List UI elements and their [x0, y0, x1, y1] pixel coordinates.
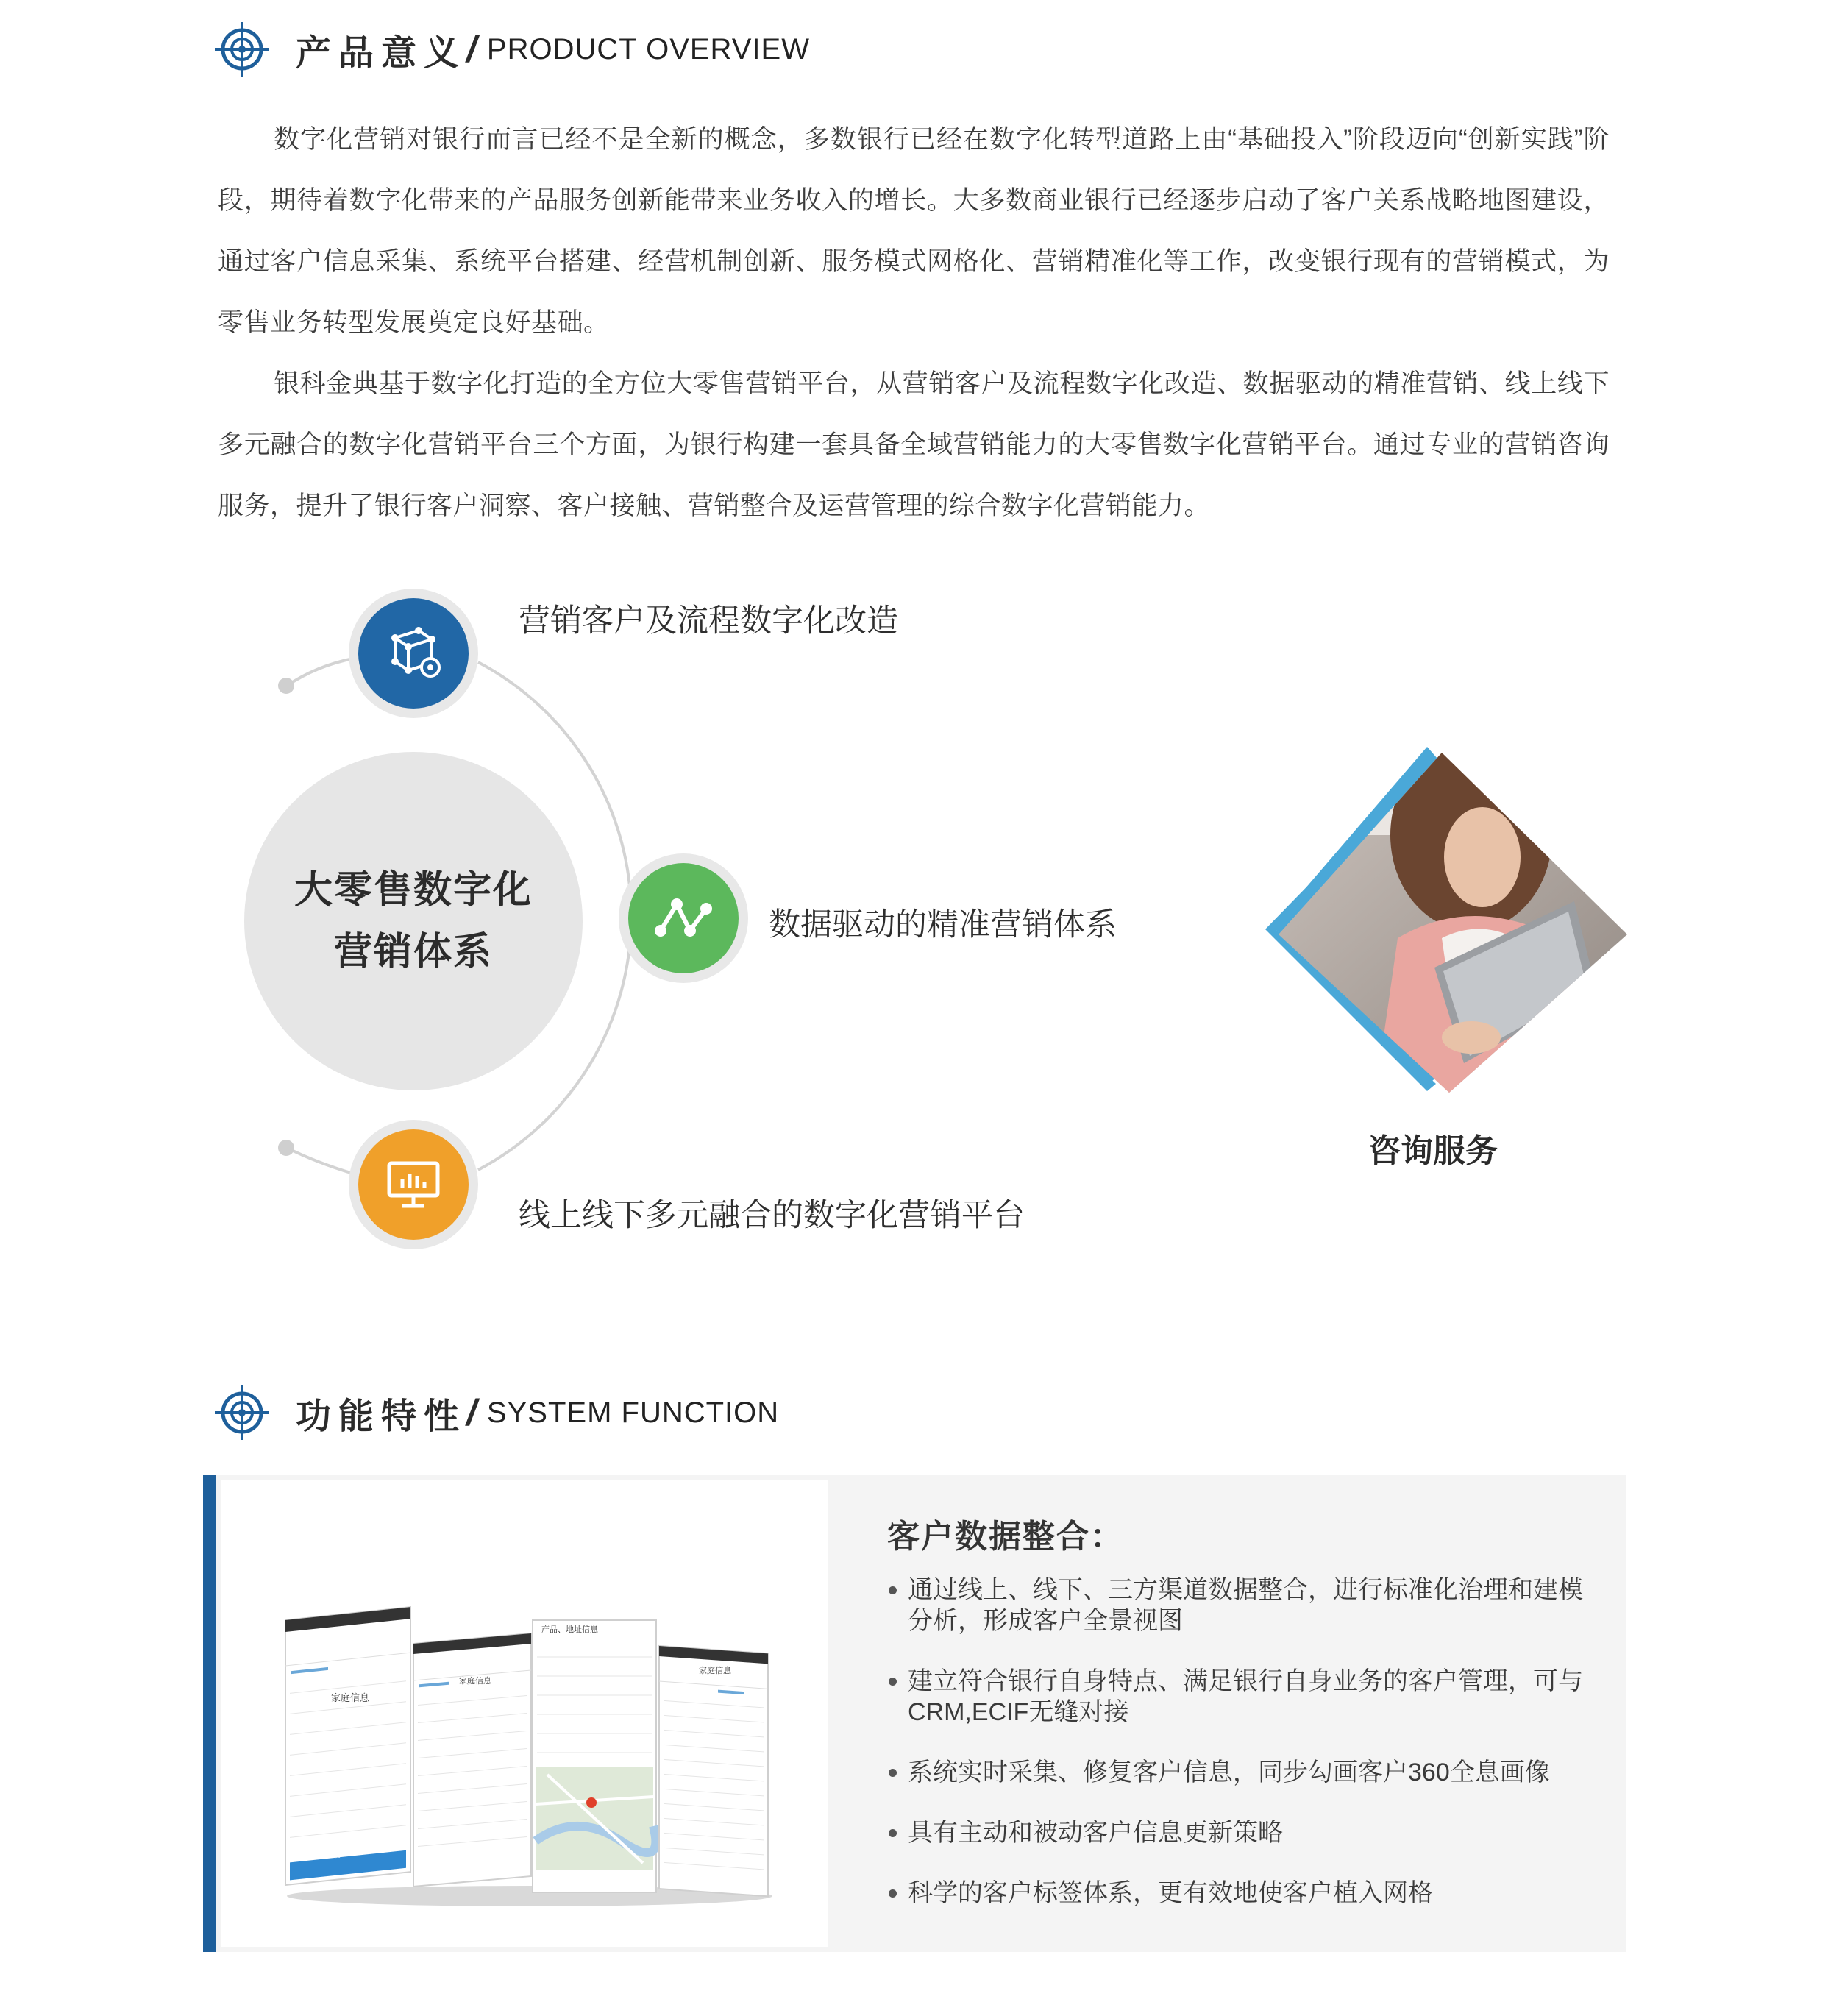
overview-title-cn: 产品意义 [296, 33, 467, 73]
center-circle [244, 752, 583, 1090]
node-badge [358, 598, 469, 709]
function-heading [213, 1380, 779, 1446]
overview-heading [213, 16, 810, 82]
overview-paragraph: 数字化营销对银行而言已经不是全新的概念，多数银行已经在数字化转型道路上由“基础投入”阶段迈向“创新实践”阶段，期待着数字化带来的产品服务创新能带来业务收入的增长。大多数商业银行已经逐步启动了客户关系战略地图建设，通过客户信息采集、系统平台搭建、经营机制创新、服务模式网格化、营销精准化等工作，改变银行现有的营销模式，为零售业务转型发展奠定良好基础。 [218, 125, 1610, 337]
node-omni-platform [349, 1120, 478, 1249]
overview-text [218, 109, 1610, 536]
consult-photo-image [1251, 747, 1633, 1093]
overview-paragraph: 银科金典基于数字化打造的全方位大零售营销平台，从营销客户及流程数字化改造、数据驱动的精准营销、线上线下多元融合的数字化营销平台三个方面，为银行构建一套具备全域营销能力的大零售数字化营销平台。通过专业的营销咨询服务，提升了银行客户洞察、客户接触、营销整合及运营管理的综合数字化营销能力。 [218, 369, 1610, 520]
consult-photo [1251, 747, 1633, 1093]
phone-screens-illustration [221, 1480, 828, 1947]
feature-item: 建立符合银行自身特点、满足银行自身业务的客户管理，可与CRM,ECIF无缝对接 [887, 1666, 1593, 1728]
overview-title-slash: / [466, 29, 477, 70]
connector-dot [278, 678, 294, 694]
node-label-digital-transform: 营销客户及流程数字化改造 [519, 603, 898, 639]
screen1-title: 家庭信息 [331, 1692, 370, 1703]
function-feature-list [887, 1575, 1593, 1938]
monitor-chart-icon [382, 1153, 445, 1216]
node-badge [628, 863, 739, 973]
node-badge [358, 1129, 469, 1240]
function-title-slash: / [466, 1392, 477, 1433]
screen1-save-button: 保存 [325, 1849, 344, 1859]
screen3-title: 产品、地址信息 [541, 1625, 598, 1634]
target-icon [213, 21, 271, 78]
node-digital-transform [349, 589, 478, 718]
node-label-omni-platform: 线上线下多元融合的数字化营销平台 [519, 1198, 1025, 1233]
feature-item: 通过线上、线下、三方渠道数据整合，进行标准化治理和建模分析，形成客户全景视图 [887, 1575, 1593, 1636]
screen4-title: 家庭信息 [699, 1667, 731, 1675]
function-accent-bar [203, 1475, 216, 1952]
line-chart-icon [652, 887, 715, 950]
function-panel-title: 客户数据整合： [887, 1519, 1124, 1555]
cube-gear-icon [382, 622, 445, 685]
function-title-cn: 功能特性 [296, 1396, 467, 1436]
phone-screens-image [221, 1480, 828, 1947]
feature-item: 系统实时采集、修复客户信息，同步勾画客户360全息画像 [887, 1757, 1593, 1788]
overview-title-en: PRODUCT OVERVIEW [486, 32, 810, 65]
consult-label: 咨询服务 [1368, 1133, 1498, 1169]
center-title-line1: 大零售数字化 [294, 869, 533, 912]
screen2-title: 家庭信息 [459, 1677, 491, 1686]
feature-item: 科学的客户标签体系，更有效地使客户植入网格 [887, 1878, 1593, 1909]
function-title-en: SYSTEM FUNCTION [486, 1396, 780, 1429]
feature-item: 具有主动和被动客户信息更新策略 [887, 1817, 1593, 1848]
center-title-line2: 营销体系 [333, 931, 493, 973]
node-data-driven [619, 853, 748, 983]
node-label-data-driven: 数据驱动的精准营销体系 [769, 907, 1117, 943]
target-icon [213, 1384, 271, 1441]
connector-dot [278, 1140, 294, 1156]
